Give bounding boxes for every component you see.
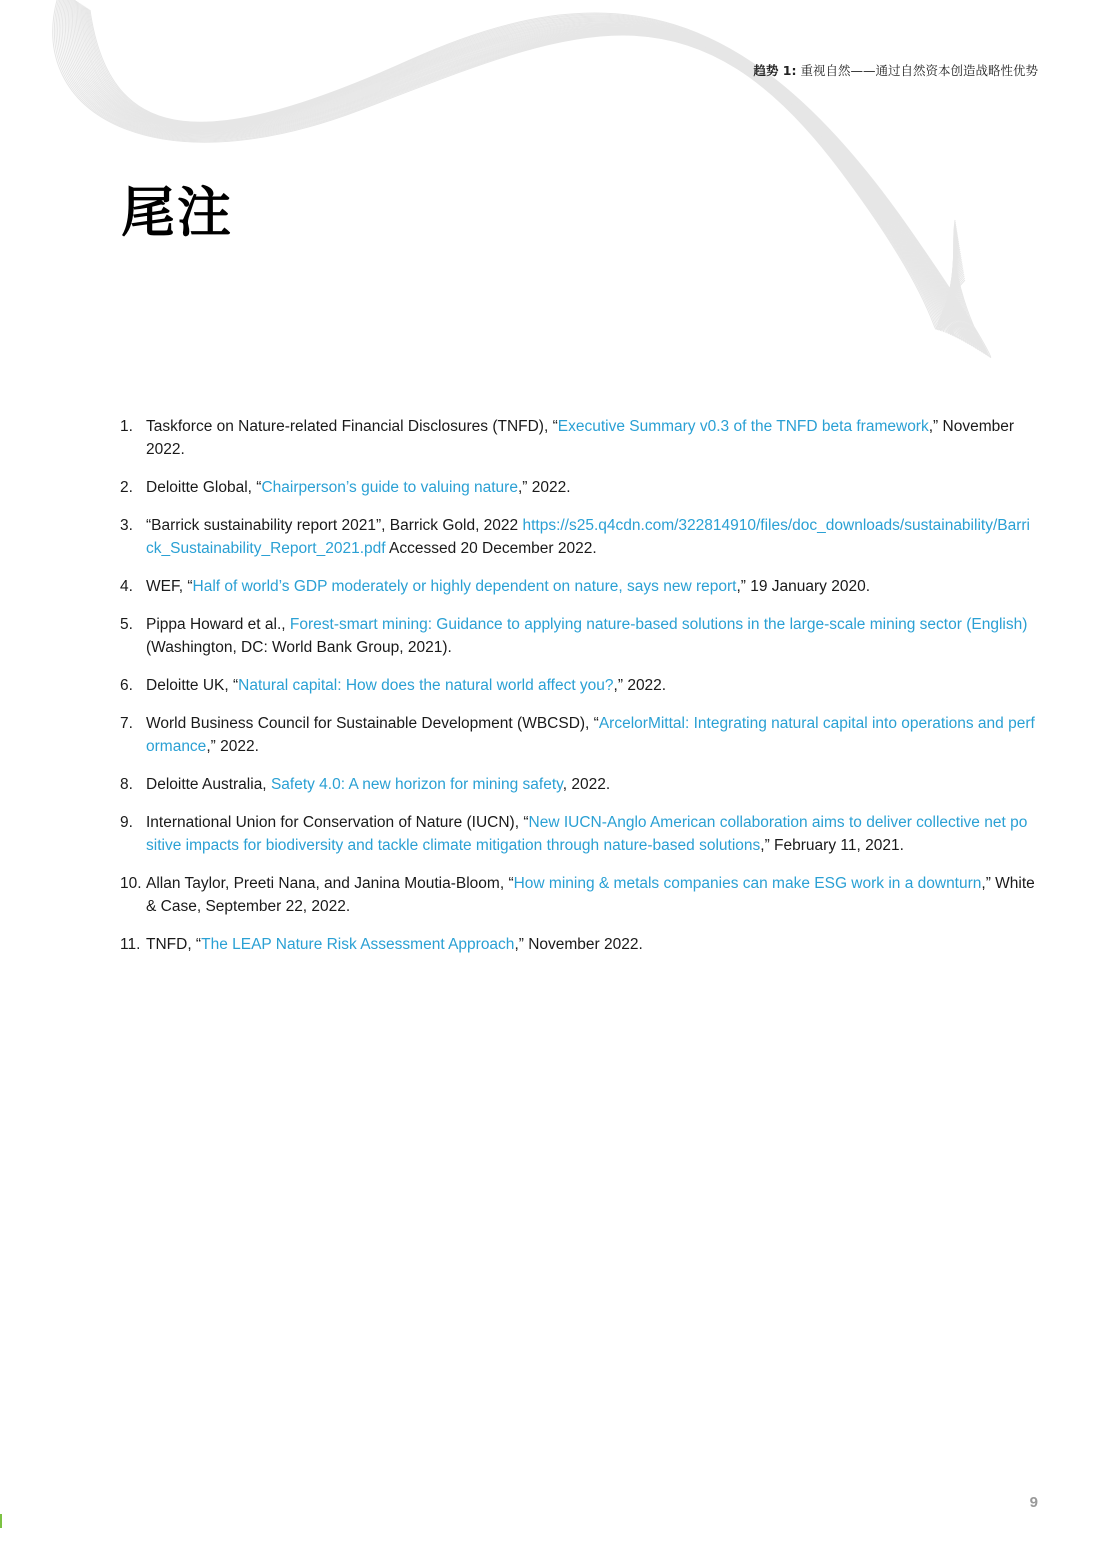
endnote-link[interactable]: Natural capital: How does the natural world affect you?	[238, 677, 614, 694]
endnote-suffix: Accessed 20 December 2022.	[385, 540, 597, 557]
endnote-link[interactable]: The LEAP Nature Risk Assessment Approach	[201, 936, 515, 953]
endnote-number: 7.	[120, 715, 133, 732]
endnote-item	[120, 674, 1035, 697]
endnote-text	[146, 476, 1035, 499]
endnote-number: 3.	[120, 517, 133, 534]
endnote-suffix: ,” 2022.	[613, 677, 667, 694]
endnote-text	[146, 872, 1035, 918]
endnote-text	[146, 811, 1035, 857]
endnotes-list	[120, 415, 1035, 971]
endnote-item	[120, 415, 1035, 461]
endnote-link[interactable]: How mining & metals companies can make ESG work in a downturn	[513, 875, 982, 892]
edge-mark	[0, 1514, 2, 1528]
endnote-text	[146, 933, 1035, 956]
endnote-prefix: International Union for Conservation of Nature (IUCN), “	[146, 814, 529, 831]
endnote-number: 5.	[120, 616, 133, 633]
endnote-link[interactable]: https://s25.q4cdn.com/322814910/files/doc_downloads/sustainability/Barrick_Sustainability_Report_2021.pdf	[146, 517, 1030, 557]
endnote-link[interactable]: ArcelorMittal: Integrating natural capital into operations and performance	[146, 715, 1035, 755]
endnote-text	[146, 514, 1035, 560]
endnote-text	[146, 613, 1035, 659]
endnote-suffix: ,” February 11, 2021.	[760, 837, 904, 854]
endnote-link[interactable]: Forest-smart mining: Guidance to applying nature-based solutions in the large-scale mining sector (English)	[289, 616, 1028, 633]
wave-line	[61, 0, 963, 332]
endnote-prefix: Deloitte Australia,	[146, 776, 271, 793]
running-header-title: 重视自然——通过自然资本创造战略性优势	[800, 63, 1038, 78]
endnote-number: 8.	[120, 776, 133, 793]
endnote-link[interactable]: Executive Summary v0.3 of the TNFD beta framework	[557, 418, 929, 435]
running-header	[753, 61, 1038, 79]
page-number: 9	[1029, 1494, 1038, 1511]
endnote-suffix: ,” White & Case, September 22, 2022.	[146, 875, 1035, 915]
endnote-text	[146, 575, 1035, 598]
endnote-number: 6.	[120, 677, 133, 694]
endnote-suffix: (Washington, DC: World Bank Group, 2021).	[146, 639, 452, 656]
endnote-prefix: Deloitte UK, “	[146, 677, 239, 694]
endnote-number: 1.	[120, 418, 133, 435]
endnote-item	[120, 872, 1035, 918]
endnote-number: 11.	[120, 936, 141, 953]
endnote-item	[120, 575, 1035, 598]
endnote-suffix: ,” 2022.	[206, 738, 259, 755]
endnote-link[interactable]: Chairperson’s guide to valuing nature	[261, 479, 518, 496]
endnote-item	[120, 514, 1035, 560]
endnote-prefix: Deloitte Global, “	[146, 479, 262, 496]
endnote-number: 9.	[120, 814, 133, 831]
endnote-item	[120, 613, 1035, 659]
endnote-suffix: ,” 2022.	[517, 479, 571, 496]
endnote-link[interactable]: Half of world’s GDP moderately or highly dependent on nature, says new report	[192, 578, 737, 595]
endnote-prefix: Pippa Howard et al.,	[146, 616, 290, 633]
endnote-prefix: Allan Taylor, Preeti Nana, and Janina Moutia-Bloom, “	[146, 875, 514, 892]
endnote-suffix: ,” 19 January 2020.	[736, 578, 871, 595]
endnote-text	[146, 674, 1035, 697]
endnote-link[interactable]: New IUCN-Anglo American collaboration aims to deliver collective net positive impacts for biodiversity and tackle climate mitigation through nature-based solutions	[146, 814, 1028, 854]
endnote-prefix: “Barrick sustainability report 2021”, Barrick Gold, 2022	[146, 517, 523, 534]
endnote-text	[146, 712, 1035, 758]
endnote-suffix: ,” November 2022.	[146, 418, 1015, 458]
endnote-prefix: WEF, “	[146, 578, 193, 595]
endnote-item	[120, 476, 1035, 499]
endnote-suffix: ,” November 2022.	[514, 936, 643, 953]
endnote-item	[120, 773, 1035, 796]
endnote-text	[146, 415, 1035, 461]
endnote-text	[146, 773, 1035, 796]
endnote-item	[120, 712, 1035, 758]
endnote-item	[120, 811, 1035, 857]
endnote-item	[120, 933, 1035, 956]
endnote-suffix: , 2022.	[562, 776, 611, 793]
running-header-trend: 趋势 1:	[753, 63, 797, 78]
endnote-prefix: TNFD, “	[146, 936, 202, 953]
endnote-prefix: World Business Council for Sustainable Development (WBCSD), “	[146, 715, 599, 732]
endnote-number: 4.	[120, 578, 133, 595]
endnote-number: 2.	[120, 479, 133, 496]
endnote-link[interactable]: Safety 4.0: A new horizon for mining safety	[270, 776, 563, 793]
endnote-number: 10.	[120, 875, 142, 892]
page-title: 尾注	[121, 181, 233, 244]
endnote-prefix: Taskforce on Nature-related Financial Disclosures (TNFD), “	[146, 418, 558, 435]
